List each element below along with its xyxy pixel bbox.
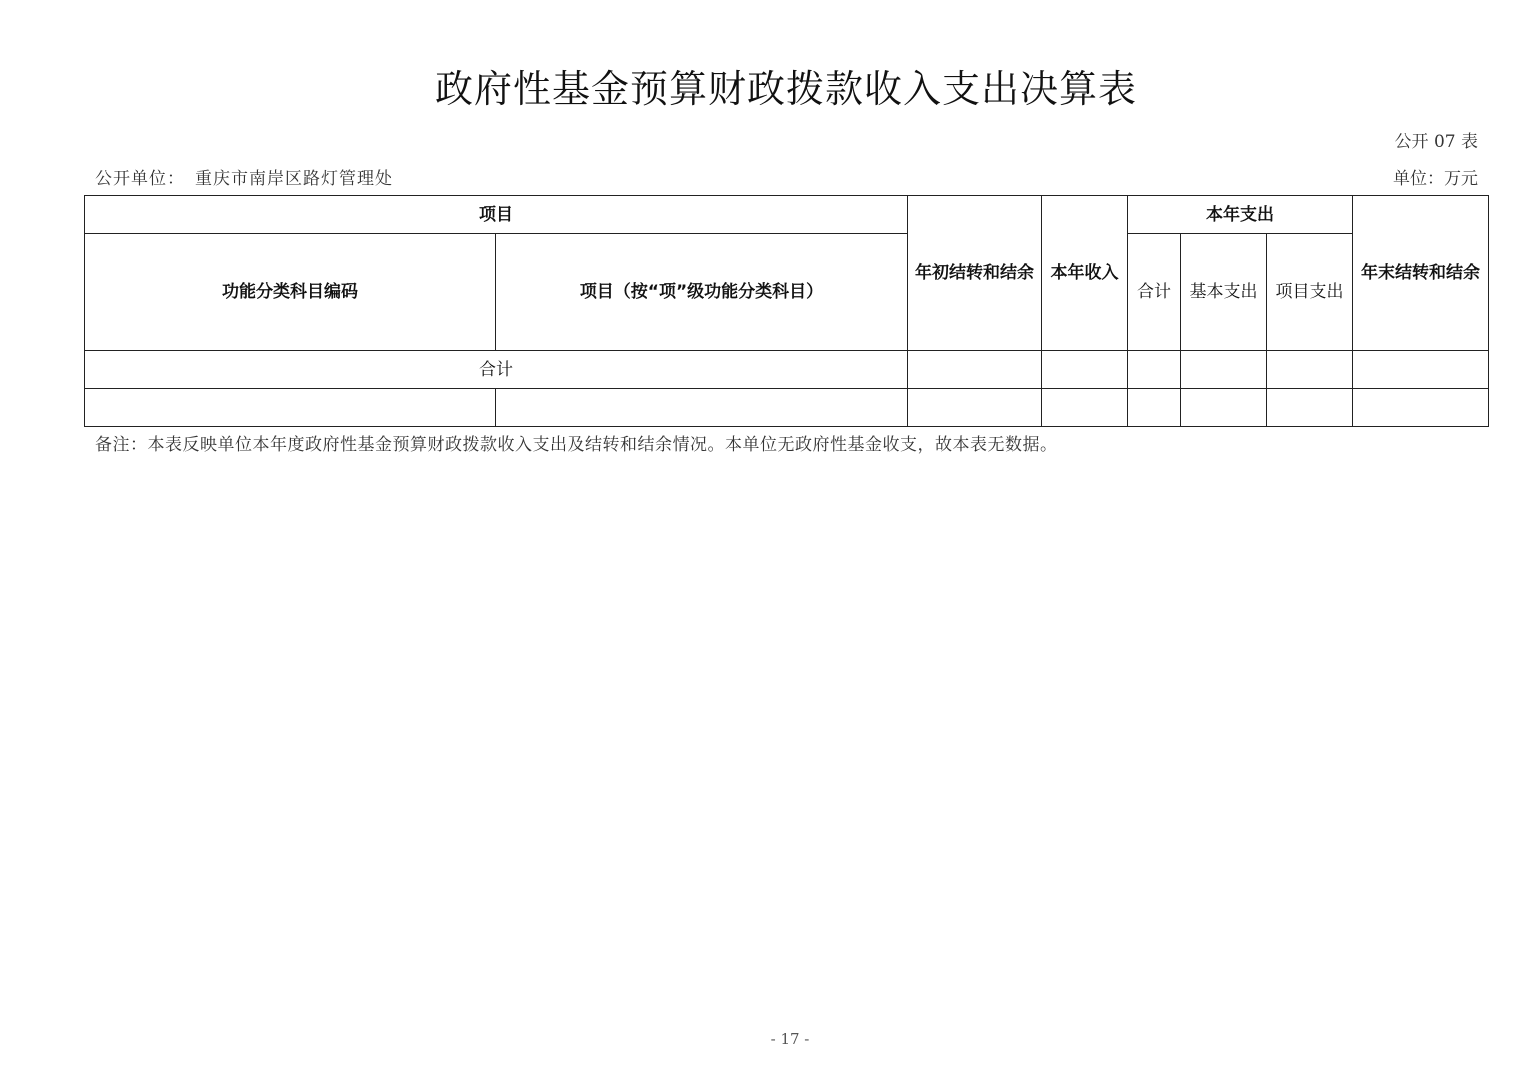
total-income bbox=[1042, 351, 1128, 389]
header-expense-group: 本年支出 bbox=[1128, 196, 1353, 234]
row-end-balance bbox=[1353, 389, 1489, 427]
total-project-expense bbox=[1267, 351, 1353, 389]
row-begin-balance bbox=[908, 389, 1042, 427]
reporting-unit-name: 重庆市南岸区路灯管理处 bbox=[195, 169, 393, 189]
header-begin-balance: 年初结转和结余 bbox=[908, 196, 1042, 351]
total-row bbox=[85, 351, 1489, 389]
header-project-item: 项目（按“项”级功能分类科目） bbox=[496, 234, 908, 351]
row-income bbox=[1042, 389, 1128, 427]
header-basic-expense: 基本支出 bbox=[1181, 234, 1267, 351]
total-begin-balance bbox=[908, 351, 1042, 389]
row-expense-total bbox=[1128, 389, 1181, 427]
total-row-label: 合计 bbox=[85, 351, 908, 389]
header-expense-total: 合计 bbox=[1128, 234, 1181, 351]
row-basic-expense bbox=[1181, 389, 1267, 427]
header-function-code: 功能分类科目编码 bbox=[85, 234, 496, 351]
header-project: 项目 bbox=[85, 196, 908, 234]
header-end-balance: 年末结转和结余 bbox=[1353, 196, 1489, 351]
total-end-balance bbox=[1353, 351, 1489, 389]
table-note: 备注：本表反映单位本年度政府性基金预算财政拨款收入支出及结转和结余情况。本单位无政府性基金收支，故本表无数据。 bbox=[95, 435, 1058, 455]
table-row bbox=[85, 389, 1489, 427]
header-project-expense: 项目支出 bbox=[1267, 234, 1353, 351]
table-code: 公开 07 表 bbox=[1394, 132, 1478, 152]
total-basic-expense bbox=[1181, 351, 1267, 389]
reporting-unit-label: 公开单位： bbox=[95, 169, 185, 189]
row-name bbox=[496, 389, 908, 427]
currency-unit: 单位：万元 bbox=[1393, 169, 1478, 189]
document-title: 政府性基金预算财政拨款收入支出决算表 bbox=[434, 67, 1137, 111]
reporting-unit bbox=[95, 164, 393, 189]
fund-budget-table bbox=[84, 195, 1489, 427]
header-income: 本年收入 bbox=[1042, 196, 1128, 351]
total-expense-total bbox=[1128, 351, 1181, 389]
row-project-expense bbox=[1267, 389, 1353, 427]
row-code bbox=[85, 389, 496, 427]
page-number: - 17 - bbox=[770, 1030, 810, 1048]
